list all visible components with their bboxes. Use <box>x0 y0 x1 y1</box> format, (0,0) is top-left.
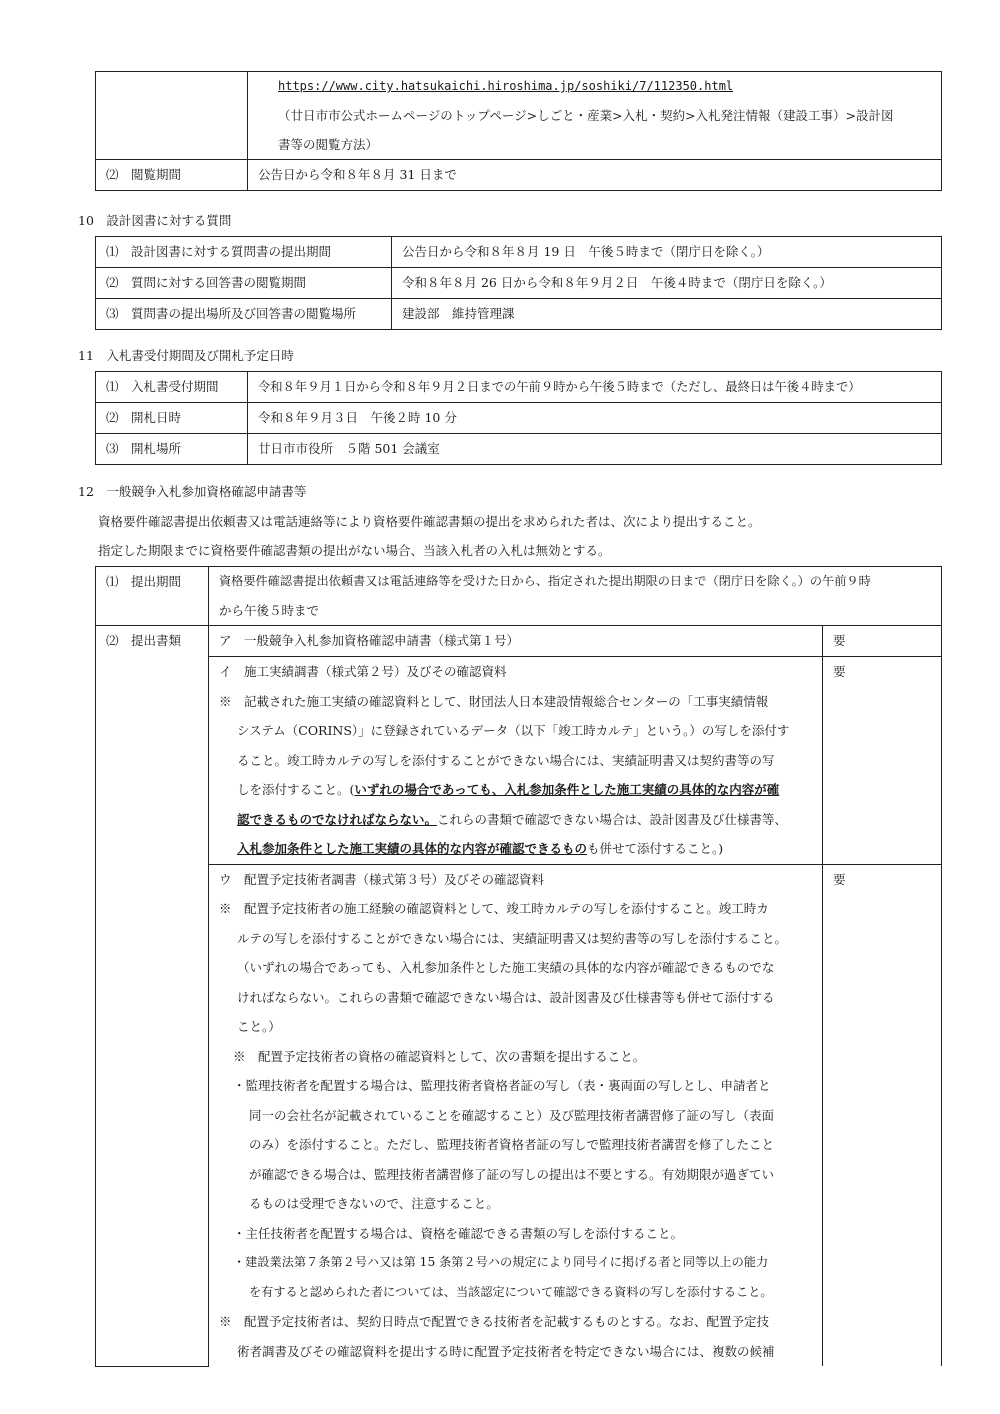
sec11-table <box>95 371 942 465</box>
doc-item <box>209 864 823 1366</box>
row-value: 公告日から令和８年８月 31 日まで <box>248 160 942 191</box>
url-link[interactable]: https://www.city.hatsukaichi.hiroshima.jp/soshiki/7/112350.html <box>278 79 734 93</box>
doc-item: ア 一般競争入札参加資格確認申請書（様式第１号） <box>209 626 823 657</box>
note-line: ること。竣工時カルテの写しを添付することができない場合には、実績証明書又は契約書等の写 <box>237 752 775 768</box>
table-row <box>96 72 942 160</box>
required-mark: 要 <box>823 657 942 865</box>
note-line: ければならない。これらの書類で確認できない場合は、設計図書及び仕様書等も併せて添付する <box>237 989 775 1005</box>
intro-text: 指定した期限までに資格要件確認書類の提出がない場合、当該入札者の入札は無効とする。 <box>98 543 611 558</box>
nav-path-line: （廿日市市公式ホームページのトップページ>しごと・産業>入札・契約>入札発注情報（建設工事）>設計図 <box>278 108 894 123</box>
sec12-table <box>95 566 942 1367</box>
note-text: も併せて添付すること。) <box>587 841 724 856</box>
table-row <box>96 626 942 657</box>
table-cell-empty <box>96 72 248 160</box>
intro-text: 資格要件確認書提出依頼書又は電話連絡等により資格要件確認書類の提出を求められた者は、次により提出すること。 <box>98 514 761 529</box>
row-label: ⑶ 開札場所 <box>96 434 248 465</box>
bullet-line: ・建設業法第７条第２号ハ又は第 15 条第２号ハの規定により同号イに掲げる者と同等以上の能力 <box>233 1255 769 1269</box>
doc-title: イ 施工実績調書（様式第２号）及びその確認資料 <box>219 664 507 679</box>
table-row <box>96 657 942 865</box>
row-label: ⑵ 提出書類 <box>96 626 209 1367</box>
required-mark: 要 <box>823 626 942 657</box>
row-value <box>209 567 942 626</box>
table-row <box>96 567 942 626</box>
sec9-table <box>95 71 942 191</box>
row-value: 廿日市市役所 ５階 501 会議室 <box>248 434 942 465</box>
section-heading: 11 入札書受付期間及び開札予定日時 <box>78 348 294 363</box>
bullet-line: ・監理技術者を配置する場合は、監理技術者資格者証の写し（表・裏両面の写しとし、申請者と <box>233 1078 771 1093</box>
table-row <box>96 237 942 268</box>
note-line: （いずれの場合であっても、入札参加条件とした施工実績の具体的な内容が確認できるものでな <box>237 960 775 975</box>
bullet-line: 同一の会社名が記載されていることを確認すること）及び監理技術者講習修了証の写し（表面 <box>249 1107 775 1123</box>
note-line <box>219 805 816 835</box>
sec10-table <box>95 236 942 330</box>
table-row <box>96 299 942 330</box>
doc-title: ウ 配置予定技術者調書（様式第３号）及びその確認資料 <box>219 871 545 887</box>
nav-path-line: 書等の閲覧方法） <box>278 137 379 152</box>
bullet-line: のみ）を添付すること。ただし、監理技術者資格者証の写しで監理技術者講習を修了したこと <box>249 1137 775 1152</box>
bullet-line: るものは受理できないので、注意すること。 <box>249 1196 499 1211</box>
note-line: ※ 記載された施工実績の確認資料として、財団法人日本建設情報総合センターの「工事実績情報 <box>219 693 769 709</box>
emphasis-text: いずれの場合であっても、入札参加条件とした施工実績の具体的な内容が確 <box>354 782 780 797</box>
period-line: 資格要件確認書提出依頼書又は電話連絡等を受けた日から、指定された提出期限の日まで（閉庁日を除く。）の午前９時 <box>219 574 871 588</box>
bullet-line: を有すると認められた者については、当該認定について確認できる資料の写しを添付すること。 <box>249 1284 773 1299</box>
note-line: ルテの写しを添付することができない場合には、実績証明書又は契約書等の写しを添付すること。 <box>237 930 788 946</box>
note-text: これらの書類で確認できない場合は、設計図書及び仕様書等、 <box>437 811 788 827</box>
emphasis-text: 入札参加条件とした施工実績の具体的な内容が確認できるもの <box>237 841 588 856</box>
bullet-line: が確認できる場合は、監理技術者講習修了証の写しの提出は不要とする。有効期限が過ぎてい <box>249 1166 775 1182</box>
row-value: 建設部 維持管理課 <box>392 299 942 330</box>
row-value: 令和８年９月１日から令和８年９月２日までの午前９時から午後５時まで（ただし、最終日は午後４時まで） <box>248 372 942 403</box>
table-row <box>96 268 942 299</box>
row-label: ⑵ 質問に対する回答書の閲覧期間 <box>96 268 392 299</box>
table-row <box>96 403 942 434</box>
bullet-line: ・主任技術者を配置する場合は、資格を確認できる書類の写しを添付すること。 <box>233 1225 684 1241</box>
table-row <box>96 160 942 191</box>
row-label: ⑵ 閲覧期間 <box>96 160 248 191</box>
note-text: しを添付すること。( <box>237 782 355 797</box>
row-value: 令和８年９月３日 午後２時 10 分 <box>248 403 942 434</box>
table-row <box>96 864 942 1366</box>
row-label: ⑵ 開札日時 <box>96 403 248 434</box>
note-line: こと。） <box>237 1019 281 1034</box>
row-label: ⑶ 質問書の提出場所及び回答書の閲覧場所 <box>96 299 392 330</box>
section-heading: 12 一般競争入札参加資格確認申請書等 <box>78 484 307 499</box>
row-label: ⑴ 入札書受付期間 <box>96 372 248 403</box>
required-mark: 要 <box>823 864 942 1366</box>
row-value: 令和８年８月 26 日から令和８年９月２日 午後４時まで（閉庁日を除く。） <box>392 268 942 299</box>
emphasis-text: 認できるものでなければならない。 <box>237 811 438 827</box>
table-row <box>96 434 942 465</box>
section-heading: 10 設計図書に対する質問 <box>78 213 232 228</box>
row-label: ⑴ 提出期間 <box>96 567 209 626</box>
doc-item <box>209 657 823 865</box>
row-label: ⑴ 設計図書に対する質問書の提出期間 <box>96 237 392 268</box>
note-line: ※ 配置予定技術者の資格の確認資料として、次の書類を提出すること。 <box>233 1048 646 1064</box>
period-line: から午後５時まで <box>219 603 320 618</box>
row-value: 公告日から令和８年８月 19 日 午後５時まで（閉庁日を除く。） <box>392 237 942 268</box>
note-line: ※ 配置予定技術者の施工経験の確認資料として、竣工時カルテの写しを添付すること。竣工時カ <box>219 901 769 916</box>
note-line: ※ 配置予定技術者は、契約日時点で配置できる技術者を記載するものとする。なお、配置予定技 <box>219 1314 770 1329</box>
table-row <box>96 372 942 403</box>
note-line: 術者調書及びその確認資料を提出する時に配置予定技術者を特定できない場合には、複数の候補 <box>237 1343 775 1359</box>
note-line <box>219 834 816 864</box>
note-line <box>219 775 816 805</box>
note-line: システム（CORINS）」に登録されているデータ（以下「竣工時カルテ」という。）の写しを添付す <box>237 723 790 738</box>
table-cell <box>248 72 942 160</box>
